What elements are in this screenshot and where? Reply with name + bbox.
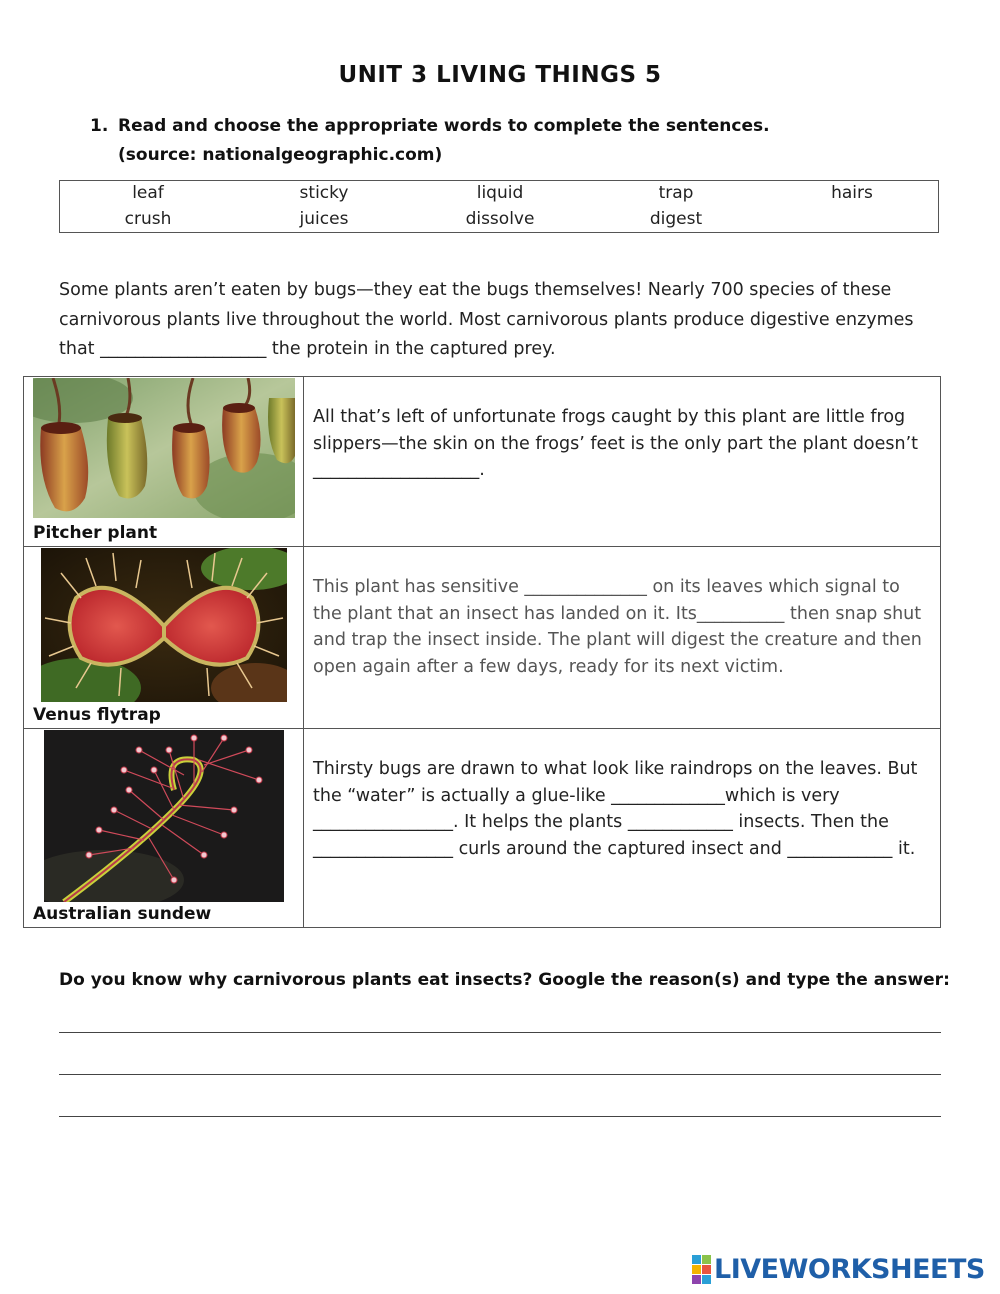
word-bank-item: sticky [299,183,349,203]
plant-name: Venus flytrap [33,705,161,725]
instruction-text: Read and choose the appropriate words to complete the sentences. [118,116,770,136]
plant-name: Australian sundew [33,904,212,924]
word-bank-item: crush [124,209,172,229]
answer-line[interactable] [59,1074,941,1075]
plant-image-cell [24,547,304,728]
answer-line[interactable] [59,1116,941,1117]
sundew-photo [44,730,284,902]
liveworksheets-logo [692,1254,985,1284]
word-bank-item: hairs [831,183,873,203]
plants-table [23,376,941,928]
word-bank-item: liquid [476,183,524,203]
plant-description: Thirsty bugs are drawn to what look like raindrops on the leaves. But the “water” is actually a glue-like _____________which is very ________________. It helps the plants ____________ insects. Then the ________________ curls around the captured insect and ____________ it. [313,759,918,859]
plant-row-venus [24,547,940,729]
plant-image-cell [24,377,304,546]
logo-text: LIVEWORKSHEETS [714,1253,985,1285]
word-bank [59,180,939,233]
exercise-number: 1. [90,116,109,136]
source-citation: (source: nationalgeographic.com) [118,145,443,165]
word-bank-item: trap [658,183,694,203]
worksheet-title: UNIT 3 LIVING THINGS 5 [338,62,662,88]
venus-flytrap-photo [41,548,287,702]
word-bank-item: dissolve [465,209,535,229]
plant-name: Pitcher plant [33,523,158,543]
logo-tiles-icon [692,1255,711,1284]
word-bank-item: juices [299,209,349,229]
plant-description: All that’s left of unfortunate frogs caught by this plant are little frog slippers—the skin on the frogs’ feet is the only part the plant doesn’t ___________________. [313,407,919,480]
exercise-instruction [90,112,770,170]
intro-paragraph: Some plants aren’t eaten by bugs—they eat the bugs themselves! Nearly 700 species of these carnivorous plants live throughout the world. Most carnivorous plants produce digestive enzymes that ___________________ the protein in the captured prey. [59,280,914,359]
plant-description: This plant has sensitive ______________ on its leaves which signal to the plant that an insect has landed on it. Its__________ then snap shut and trap the insect inside. The plant will digest the creature and then open again after a few days, ready for its next victim. [313,577,922,677]
word-bank-item: leaf [132,183,164,203]
answer-line[interactable] [59,1032,941,1033]
pitcher-plant-photo [33,378,295,518]
plant-image-cell [24,729,304,927]
research-question: Do you know why carnivorous plants eat insects? Google the reason(s) and type the answer: [59,970,950,990]
plant-row-sundew [24,729,940,927]
word-bank-item: digest [649,209,703,229]
plant-row-pitcher [24,377,940,547]
